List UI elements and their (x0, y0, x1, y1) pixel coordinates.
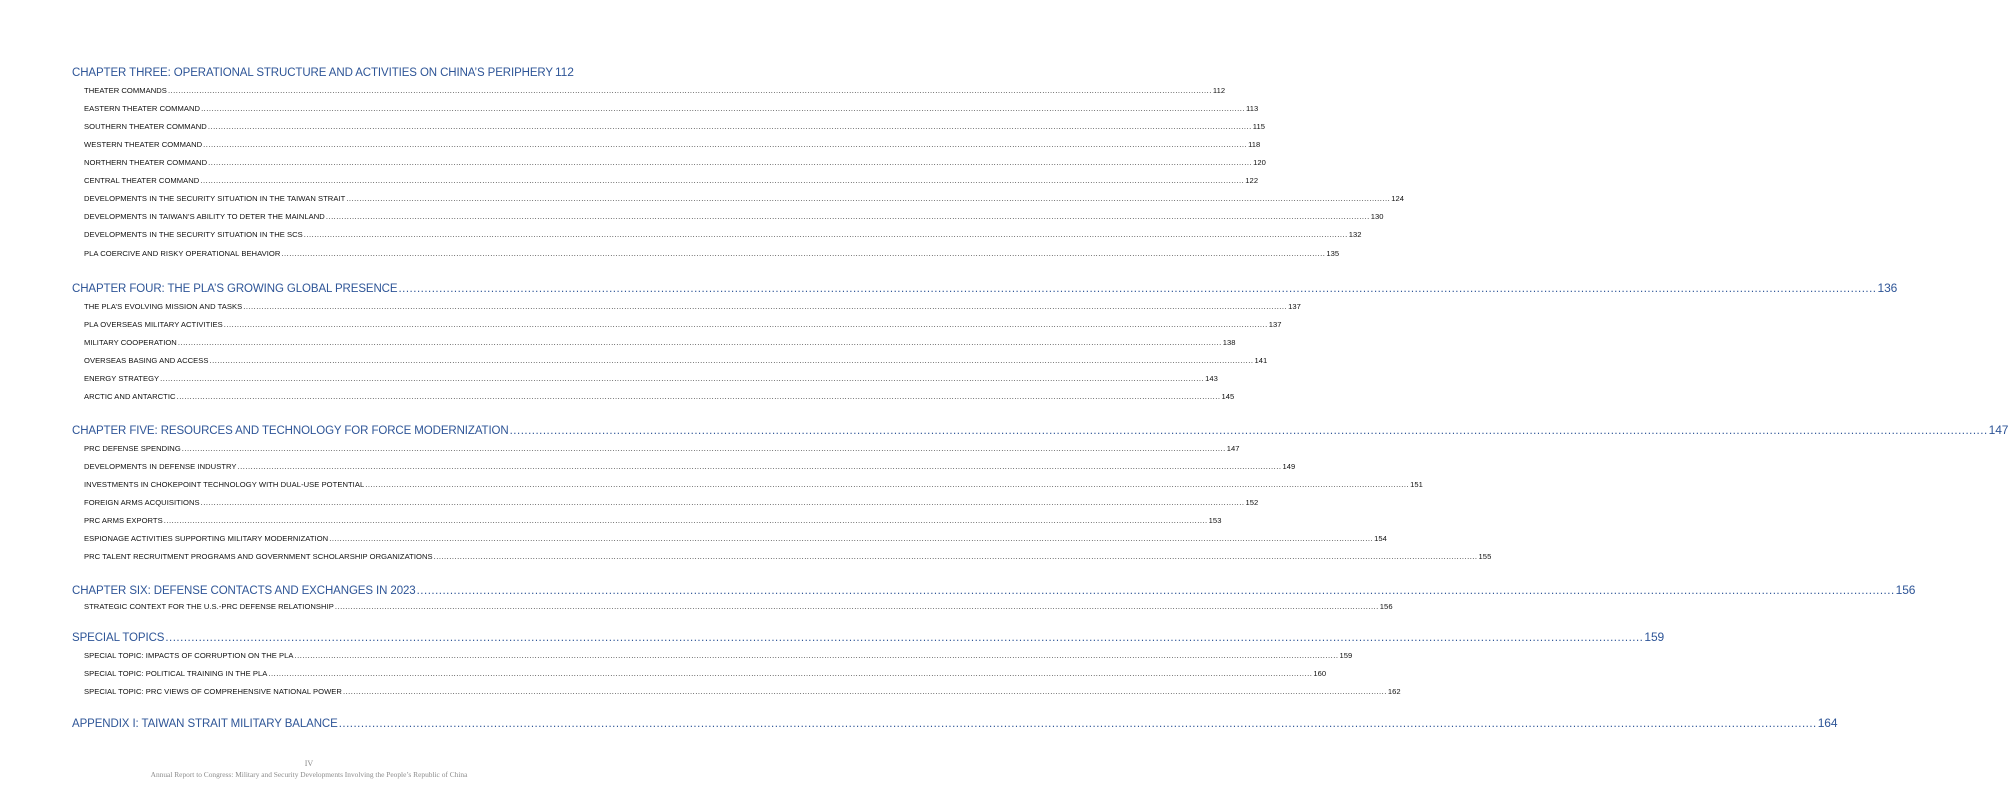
toc-section-entry[interactable] (84, 373, 1218, 385)
toc-page-number: 118 (1248, 140, 1261, 149)
toc-page-number: 130 (1370, 212, 1384, 221)
toc-dot-leader: ................................................................................................................................................................................................................................................................................................................................................................................................................ (177, 338, 1222, 347)
toc-entry-title: THE PLA’S EVOLVING MISSION AND TASKS (84, 302, 243, 311)
toc-page-number: 135 (1326, 249, 1340, 258)
toc-page-number: 132 (1348, 230, 1362, 239)
toc-dot-leader: ................................................................................................................................................................................................................................................................................................................................................................................................................ (329, 534, 1374, 543)
toc-entry-title: DEVELOPMENTS IN THE SECURITY SITUATION IN THE SCS (84, 230, 303, 239)
toc-section-entry[interactable] (84, 319, 1282, 331)
toc-page-number: 122 (1245, 176, 1259, 185)
toc-entry-title: ARCTIC AND ANTARCTIC (84, 392, 176, 401)
toc-dot-leader: ................................................................................................................................................................................................................................................................................................................................................................................................................ (433, 552, 1478, 561)
toc-dot-leader: ................................................................................................................................................................................................................................................................................................................................................................................................................ (200, 498, 1245, 507)
toc-entry-title: PLA COERCIVE AND RISKY OPERATIONAL BEHAVIOR (84, 249, 281, 258)
toc-page-number: 155 (1478, 552, 1492, 561)
toc-entry-title: PRC ARMS EXPORTS (84, 516, 163, 525)
toc-section-entry[interactable] (84, 515, 1222, 527)
toc-dot-leader: ................................................................................................................................................................................................................................................................................................................................................................................................................ (398, 283, 1877, 295)
footer-page-number: IV (304, 759, 314, 768)
toc-section-entry[interactable] (84, 175, 1259, 187)
toc-page-number: 159 (1339, 651, 1353, 660)
toc-dot-leader: ................................................................................................................................................................................................................................................................................................................................................................................................................ (165, 632, 1644, 644)
toc-page-number: 138 (1222, 338, 1236, 347)
toc-section-entry[interactable] (84, 668, 1327, 680)
toc-page-number: 124 (1391, 194, 1405, 203)
toc-dot-leader: ................................................................................................................................................................................................................................................................................................................................................................................................................ (201, 104, 1245, 113)
toc-entry-title: PLA OVERSEAS MILITARY ACTIVITIES (84, 320, 223, 329)
toc-section-entry[interactable] (84, 551, 1492, 563)
toc-entry-title: SPECIAL TOPIC: PRC VIEWS OF COMPREHENSIVE NATIONAL POWER (84, 687, 342, 696)
toc-page-number: 156 (1895, 583, 1916, 597)
toc-section-entry[interactable] (84, 443, 1240, 455)
toc-entry-title: SOUTHERN THEATER COMMAND (84, 122, 207, 131)
footer-report-title: Annual Report to Congress: Military and Security Developments Involving the People’s Republic of China (150, 770, 468, 779)
toc-dot-leader: ................................................................................................................................................................................................................................................................................................................................................................................................................ (207, 122, 1252, 131)
toc-dot-leader: ................................................................................................................................................................................................................................................................................................................................................................................................................ (342, 687, 1387, 696)
toc-page-number: 164 (1817, 716, 1838, 730)
toc-entry-title: DEVELOPMENTS IN DEFENSE INDUSTRY (84, 462, 237, 471)
toc-dot-leader: ................................................................................................................................................................................................................................................................................................................................................................................................................ (223, 320, 1268, 329)
toc-section-entry[interactable] (84, 301, 1301, 313)
toc-entry-title: PRC TALENT RECRUITMENT PROGRAMS AND GOVERNMENT SCHOLARSHIP ORGANIZATIONS (84, 552, 433, 561)
toc-entry-title: DEVELOPMENTS IN THE SECURITY SITUATION IN THE TAIWAN STRAIT (84, 194, 346, 203)
toc-dot-leader: ................................................................................................................................................................................................................................................................................................................................................................................................................ (208, 158, 1253, 167)
toc-dot-leader: ................................................................................................................................................................................................................................................................................................................................................................................................................ (334, 602, 1379, 611)
toc-page-number: 136 (1877, 281, 1898, 295)
toc-entry-title: SPECIAL TOPIC: POLITICAL TRAINING IN THE PLA (84, 669, 268, 678)
toc-page-number: 147 (1226, 444, 1240, 453)
toc-chapter-entry[interactable] (72, 279, 1898, 297)
toc-section-entry[interactable] (84, 650, 1353, 662)
toc-entry-title: PRC DEFENSE SPENDING (84, 444, 181, 453)
toc-section-entry[interactable] (84, 461, 1296, 473)
toc-dot-leader: ................................................................................................................................................................................................................................................................................................................................................................................................................ (237, 462, 1282, 471)
toc-page-number: 137 (1288, 302, 1301, 311)
toc-entry-title: CHAPTER THREE: OPERATIONAL STRUCTURE AND ACTIVITIES ON CHINA’S PERIPHERY (72, 67, 553, 79)
toc-section-entry[interactable] (84, 139, 1261, 151)
toc-dot-leader: ................................................................................................................................................................................................................................................................................................................................................................................................................ (365, 480, 1410, 489)
toc-dot-leader: ................................................................................................................................................................................................................................................................................................................................................................................................................ (203, 140, 1248, 149)
toc-dot-leader: ................................................................................................................................................................................................................................................................................................................................................................................................................ (209, 356, 1254, 365)
toc-page-number: 145 (1221, 392, 1235, 401)
toc-dot-leader: ................................................................................................................................................................................................................................................................................................................................................................................................................ (176, 392, 1221, 401)
toc-page-number: 115 (1252, 122, 1266, 131)
toc-entry-title: MILITARY COOPERATION (84, 338, 177, 347)
toc-entry-title: CHAPTER FOUR: THE PLA’S GROWING GLOBAL PRESENCE (72, 283, 398, 295)
toc-dot-leader: ................................................................................................................................................................................................................................................................................................................................................................................................................ (509, 425, 1988, 437)
toc-entry-title: ENERGY STRATEGY (84, 374, 160, 383)
toc-section-entry[interactable] (84, 229, 1362, 241)
toc-entry-title: CHAPTER FIVE: RESOURCES AND TECHNOLOGY FOR FORCE MODERNIZATION (72, 425, 509, 437)
toc-entry-title: SPECIAL TOPICS (72, 632, 165, 644)
toc-dot-leader: ................................................................................................................................................................................................................................................................................................................................................................................................................ (181, 444, 1226, 453)
toc-section-entry[interactable] (84, 686, 1401, 698)
toc-chapter-entry[interactable] (72, 581, 1916, 599)
toc-chapter-entry[interactable] (72, 714, 1838, 732)
toc-entry-title: STRATEGIC CONTEXT FOR THE U.S.-PRC DEFENSE RELATIONSHIP (84, 602, 334, 611)
toc-section-entry[interactable] (84, 193, 1405, 205)
toc-page-number: 160 (1313, 669, 1327, 678)
toc-dot-leader: ................................................................................................................................................................................................................................................................................................................................................................................................................ (243, 302, 1288, 311)
toc-dot-leader: ................................................................................................................................................................................................................................................................................................................................................................................................................ (200, 176, 1245, 185)
toc-page-number: 162 (1387, 687, 1401, 696)
toc-entry-title: SPECIAL TOPIC: IMPACTS OF CORRUPTION ON THE PLA (84, 651, 294, 660)
toc-dot-leader: ................................................................................................................................................................................................................................................................................................................................................................................................................ (294, 651, 1339, 660)
toc-entry-title: DEVELOPMENTS IN TAIWAN’S ABILITY TO DETER THE MAINLAND (84, 212, 325, 221)
toc-page-number: 154 (1374, 534, 1387, 543)
toc-page-number: 112 (1212, 86, 1226, 95)
toc-entry-title: INVESTMENTS IN CHOKEPOINT TECHNOLOGY WITH DUAL-USE POTENTIAL (84, 480, 365, 489)
toc-dot-leader: ................................................................................................................................................................................................................................................................................................................................................................................................................ (338, 718, 1817, 730)
toc-page-number: 143 (1205, 374, 1218, 383)
toc-chapter-entry[interactable] (72, 628, 1665, 646)
toc-page-number: 137 (1268, 320, 1282, 329)
toc-entry-title: OVERSEAS BASING AND ACCESS (84, 356, 209, 365)
toc-section-entry[interactable] (84, 85, 1226, 97)
toc-section-entry[interactable] (84, 355, 1268, 367)
toc-entry-title: CHAPTER SIX: DEFENSE CONTACTS AND EXCHANGES IN 2023 (72, 585, 416, 597)
toc-dot-leader: ................................................................................................................................................................................................................................................................................................................................................................................................................ (160, 374, 1205, 383)
toc-chapter-entry[interactable] (72, 421, 2008, 439)
toc-section-entry[interactable] (84, 211, 1384, 223)
toc-dot-leader: ................................................................................................................................................................................................................................................................................................................................................................................................................ (281, 249, 1326, 258)
toc-dot-leader: ................................................................................................................................................................................................................................................................................................................................................................................................................ (167, 86, 1212, 95)
toc-page-number: 113 (1245, 104, 1259, 113)
toc-dot-leader: ................................................................................................................................................................................................................................................................................................................................................................................................................ (163, 516, 1208, 525)
toc-section-entry[interactable] (84, 337, 1236, 349)
toc-page-number: 141 (1254, 356, 1268, 365)
toc-dot-leader: ................................................................................................................................................................................................................................................................................................................................................................................................................ (268, 669, 1313, 678)
toc-entry-title: ESPIONAGE ACTIVITIES SUPPORTING MILITARY MODERNIZATION (84, 534, 329, 543)
toc-section-entry[interactable] (84, 479, 1423, 491)
toc-dot-leader: ................................................................................................................................................................................................................................................................................................................................................................................................................ (303, 230, 1348, 239)
toc-page-number: 149 (1282, 462, 1296, 471)
toc-page-number: 147 (1988, 423, 2008, 437)
toc-entry-title: EASTERN THEATER COMMAND (84, 104, 201, 113)
toc-section-entry[interactable] (84, 157, 1266, 169)
toc-section-entry[interactable] (84, 248, 1340, 260)
toc-page-number: 159 (1644, 630, 1665, 644)
toc-entry-title: NORTHERN THEATER COMMAND (84, 158, 208, 167)
toc-section-entry[interactable] (84, 103, 1259, 115)
toc-page-number: 153 (1208, 516, 1222, 525)
toc-entry-title: FOREIGN ARMS ACQUISITIONS (84, 498, 200, 507)
toc-page-number: 112 (555, 65, 574, 79)
toc-dot-leader: ................................................................................................................................................................................................................................................................................................................................................................................................................ (416, 585, 1895, 597)
toc-section-entry[interactable] (84, 533, 1387, 545)
toc-page-number: 152 (1245, 498, 1259, 507)
toc-entry-title: WESTERN THEATER COMMAND (84, 140, 203, 149)
toc-section-entry[interactable] (84, 497, 1259, 509)
toc-page-number: 151 (1410, 480, 1423, 489)
toc-entry-title: CENTRAL THEATER COMMAND (84, 176, 200, 185)
toc-entry-title: THEATER COMMANDS (84, 86, 167, 95)
toc-dot-leader: ................................................................................................................................................................................................................................................................................................................................................................................................................ (346, 194, 1391, 203)
toc-page-number: 120 (1253, 158, 1266, 167)
toc-section-entry[interactable] (84, 391, 1235, 403)
toc-dot-leader: ................................................................................................................................................................................................................................................................................................................................................................................................................ (325, 212, 1370, 221)
toc-page-number: 156 (1379, 602, 1393, 611)
toc-section-entry[interactable] (84, 601, 1393, 613)
toc-section-entry[interactable] (84, 121, 1266, 133)
toc-chapter-entry[interactable] (72, 63, 574, 81)
toc-entry-title: APPENDIX I: TAIWAN STRAIT MILITARY BALANCE (72, 718, 338, 730)
